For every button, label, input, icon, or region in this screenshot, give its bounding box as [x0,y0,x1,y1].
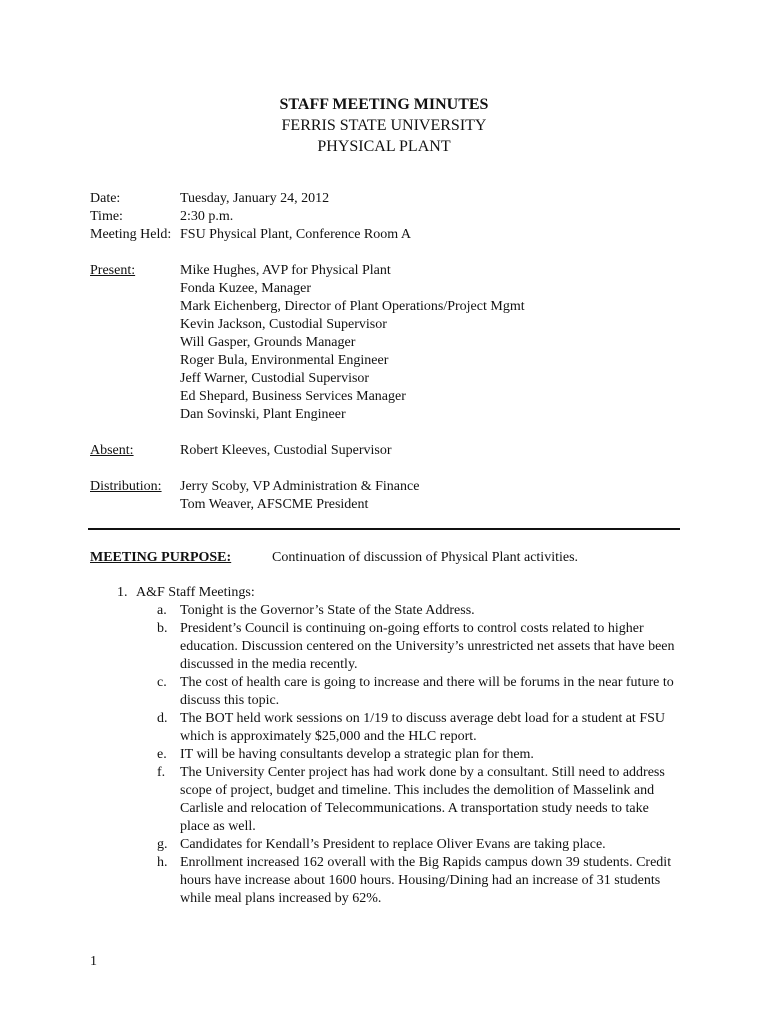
item-marker: e. [157,747,167,762]
recipient: Tom Weaver, AFSCME President [180,497,369,512]
section-number: 1. [117,585,128,600]
item-marker: c. [157,675,167,690]
attendee: Will Gasper, Grounds Manager [180,335,356,350]
item-marker: g. [157,837,168,852]
location-value: FSU Physical Plant, Conference Room A [180,227,411,242]
item-text: Enrollment increased 162 overall with the Big Rapids campus down 39 students. Credit hours have increase about 1600 hours. Housing/Dining had an increase of 31 students while meal plans increased by 62%. [180,855,672,906]
item-marker: d. [157,711,168,726]
distribution-row [90,478,690,514]
attendee: Ed Shepard, Business Services Manager [180,389,406,404]
time-label: Time: [90,209,123,224]
attendee: Kevin Jackson, Custodial Supervisor [180,317,387,332]
department-name: PHYSICAL PLANT [317,138,451,155]
agenda-section [117,584,677,908]
absent-list [180,442,690,460]
date-row [90,190,690,208]
item-text: Tonight is the Governor’s State of the State Address. [180,603,475,618]
attendee: Roger Bula, Environmental Engineer [180,353,389,368]
date-label: Date: [90,191,121,206]
attendee: Mark Eichenberg, Director of Plant Operations/Project Mgmt [180,299,525,314]
section-title: A&F Staff Meetings: [136,585,255,600]
absent-label: Absent: [90,443,134,458]
horizontal-divider [88,528,680,530]
attendee: Fonda Kuzee, Manager [180,281,312,296]
location-row [90,226,690,244]
attendee: Dan Sovinski, Plant Engineer [180,407,346,422]
date-value: Tuesday, January 24, 2012 [180,191,330,206]
list-item [157,602,677,620]
meeting-purpose [90,549,690,567]
attendee: Mike Hughes, AVP for Physical Plant [180,263,391,278]
university-name: FERRIS STATE UNIVERSITY [281,117,487,134]
present-row [90,262,690,424]
page-number: 1 [90,954,97,969]
purpose-text: Continuation of discussion of Physical Plant activities. [272,550,579,565]
list-item [157,854,677,908]
list-item [157,674,677,710]
recipient: Jerry Scoby, VP Administration & Finance [180,479,420,494]
item-text: The cost of health care is going to increase and there will be forums in the near future to discuss this topic. [180,675,674,708]
present-list [180,262,690,424]
distribution-list [180,478,690,514]
list-item [157,620,677,674]
item-marker: a. [157,603,167,618]
list-item [157,746,677,764]
absentee: Robert Kleeves, Custodial Supervisor [180,443,392,458]
item-text: IT will be having consultants develop a strategic plan for them. [180,747,534,762]
absent-row [90,442,690,460]
item-text: The BOT held work sessions on 1/19 to discuss average debt load for a student at FSU which is approximately $25,000 and the HLC report. [180,711,666,744]
item-marker: f. [157,765,166,780]
list-item [157,836,677,854]
distribution-label: Distribution: [90,479,162,494]
item-text: The University Center project has had work done by a consultant. Still need to address scope of project, budget and timeline. This includes the demolition of Masselink and Carlisle and relocation of Telecommunications. A transportation study needs to take place as well. [180,765,665,834]
time-value: 2:30 p.m. [180,209,234,224]
present-label: Present: [90,263,136,278]
item-text: President’s Council is continuing on-going efforts to control costs related to higher education. Discussion centered on the University’s unrestricted net assets that have been discussed in the media recently. [180,621,675,672]
list-item [157,764,677,836]
location-label: Meeting Held: [90,227,172,242]
agenda-items [157,602,677,908]
document-header [0,94,768,157]
time-row [90,208,690,226]
section-heading [117,584,677,602]
item-marker: h. [157,855,168,870]
attendee: Jeff Warner, Custodial Supervisor [180,371,370,386]
document-title: STAFF MEETING MINUTES [279,96,489,113]
item-text: Candidates for Kendall’s President to replace Oliver Evans are taking place. [180,837,606,852]
item-marker: b. [157,621,168,636]
meeting-info [90,190,690,514]
list-item [157,710,677,746]
purpose-label: MEETING PURPOSE: [90,550,232,565]
